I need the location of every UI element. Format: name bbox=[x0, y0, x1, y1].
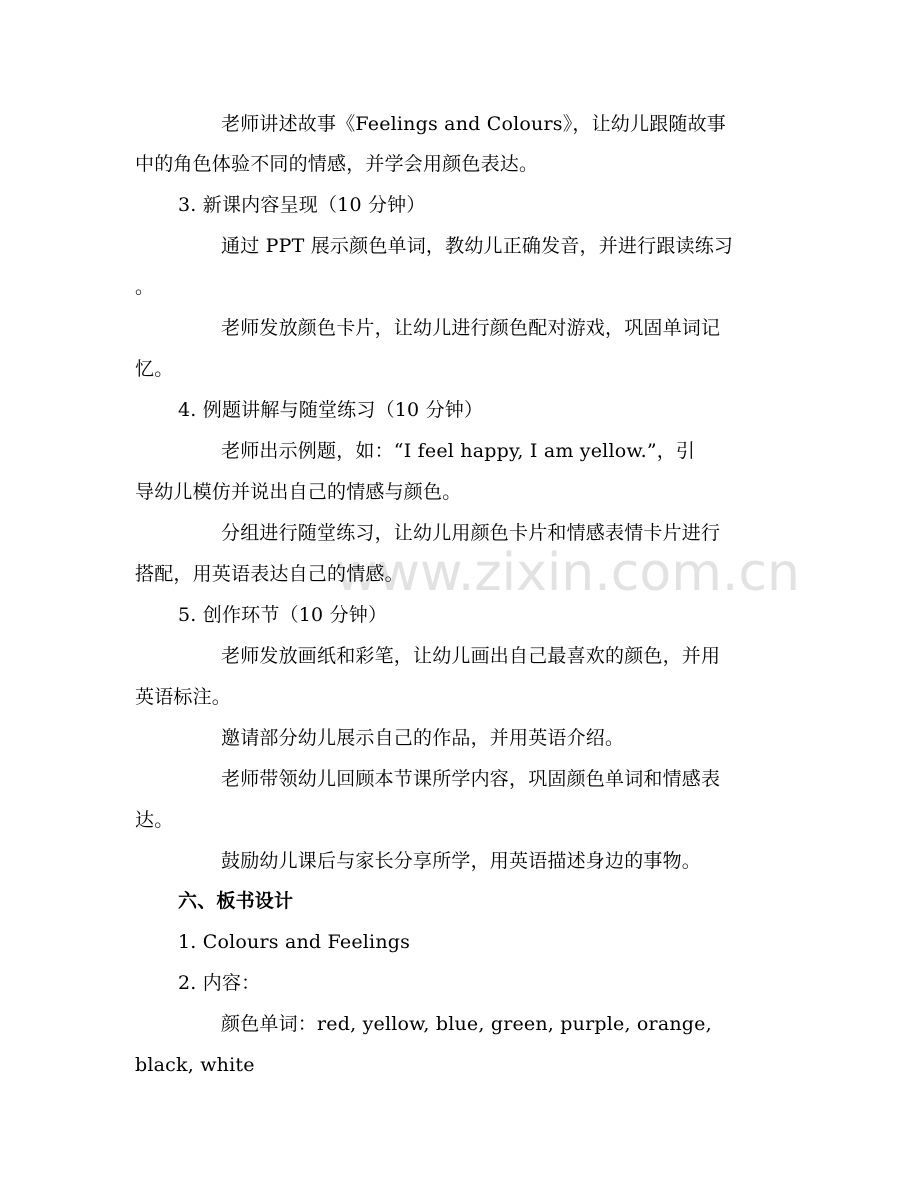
board-item-1: 1. Colours and Feelings bbox=[178, 931, 411, 953]
paragraph-review-line-1: 老师带领幼儿回顾本节课所学内容，巩固颜色单词和情感表 bbox=[221, 768, 721, 790]
paragraph-cards-line-1: 老师发放颜色卡片，让幼儿进行颜色配对游戏，巩固单词记 bbox=[221, 317, 721, 339]
section-5-heading: 5. 创作环节（10 分钟） bbox=[178, 604, 388, 626]
paragraph-example-line-2: 导幼儿模仿并说出自己的情感与颜色。 bbox=[135, 481, 462, 503]
section-6-heading: 六、板书设计 bbox=[178, 890, 294, 912]
paragraph-drawing-line-1: 老师发放画纸和彩笔，让幼儿画出自己最喜欢的颜色，并用 bbox=[221, 645, 721, 667]
paragraph-showcase: 邀请部分幼儿展示自己的作品，并用英语介绍。 bbox=[221, 727, 625, 749]
paragraph-practice-line-1: 分组进行随堂练习，让幼儿用颜色卡片和情感表情卡片进行 bbox=[221, 522, 721, 544]
board-item-2: 2. 内容： bbox=[178, 972, 261, 994]
paragraph-practice-line-2: 搭配，用英语表达自己的情感。 bbox=[135, 563, 404, 585]
paragraph-ppt-line-2: 。 bbox=[135, 276, 155, 298]
color-words-line-1: 颜色单词：red, yellow, blue, green, purple, orange, bbox=[221, 1013, 712, 1035]
paragraph-cards-line-2: 忆。 bbox=[135, 358, 174, 380]
section-4-heading: 4. 例题讲解与随堂练习（10 分钟） bbox=[178, 399, 484, 421]
paragraph-encourage: 鼓励幼儿课后与家长分享所学，用英语描述身边的事物。 bbox=[221, 850, 702, 872]
paragraph-ppt-line-1: 通过 PPT 展示颜色单词，教幼儿正确发音，并进行跟读练习 bbox=[221, 235, 734, 257]
paragraph-story-line-1: 老师讲述故事《Feelings and Colours》，让幼儿跟随故事 bbox=[221, 113, 727, 135]
paragraph-example-line-1: 老师出示例题，如：“I feel happy, I am yellow.”，引 bbox=[221, 440, 696, 462]
watermark: www.zixin.com.cn bbox=[335, 543, 800, 603]
paragraph-story-line-2: 中的角色体验不同的情感，并学会用颜色表达。 bbox=[135, 153, 539, 175]
section-3-heading: 3. 新课内容呈现（10 分钟） bbox=[178, 194, 426, 216]
color-words-line-2: black, white bbox=[135, 1054, 255, 1076]
paragraph-drawing-line-2: 英语标注。 bbox=[135, 686, 232, 708]
paragraph-review-line-2: 达。 bbox=[135, 809, 174, 831]
